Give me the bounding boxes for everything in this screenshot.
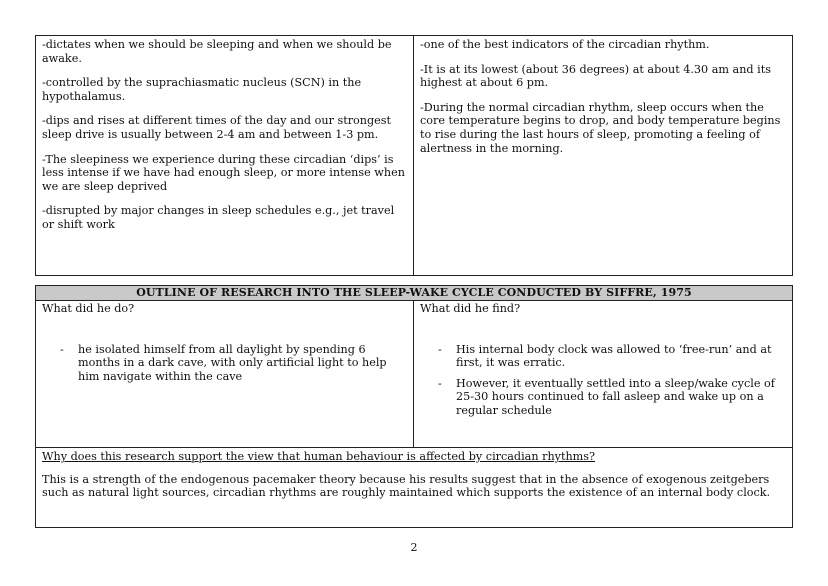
list-item-text: However, it eventually settled into a sleep/wake cycle of 25-30 hours continued to fall asleep and wake up on a regular schedule <box>456 376 775 417</box>
research-heading: OUTLINE OF RESEARCH INTO THE SLEEP-WAKE CYCLE CONDUCTED BY SIFFRE, 1975 <box>36 286 792 301</box>
evaluation-question: Why does this research support the view that human behaviour is affected by circadian rhythms? <box>42 450 596 463</box>
dash-bullet: - <box>438 376 442 390</box>
list-item <box>420 343 786 370</box>
list-item-text: he isolated himself from all daylight by spending 6 months in a dark cave, with only artificial light to help him navigate within the cave <box>78 342 387 383</box>
dash-bullet: - <box>60 342 64 356</box>
body-temperature-cell <box>414 36 792 275</box>
procedure-question: What did he do? <box>42 302 135 315</box>
note-paragraph: -one of the best indicators of the circadian rhythm. <box>420 38 710 51</box>
dash-bullet: - <box>438 342 442 356</box>
note-paragraph: -It is at its lowest (about 36 degrees) at about 4.30 am and its highest at about 6 pm. <box>420 62 771 90</box>
list-item-text: His internal body clock was allowed to ‘free-run’ and at first, it was erratic. <box>456 342 772 370</box>
list-item <box>420 377 786 418</box>
note-paragraph: -disrupted by major changes in sleep schedules e.g., jet travel or shift work <box>42 204 395 231</box>
list-item <box>42 343 407 384</box>
procedure-cell <box>36 301 414 447</box>
sleep-wake-cycle-cell <box>36 36 414 275</box>
note-paragraph: -dips and rises at different times of the day and our strongest sleep drive is usually between 2-4 am and between 1-3 pm. <box>42 114 392 141</box>
procedure-list <box>42 343 407 384</box>
research-findings-row <box>36 301 792 448</box>
circadian-notes-table <box>35 35 793 276</box>
note-paragraph: -The sleepiness we experience during these circadian ‘dips’ is less intense if we have had enough sleep, or more intense when we are sleep deprived <box>42 152 405 193</box>
note-paragraph: -controlled by the suprachiasmatic nucleus (SCN) in the hypothalamus. <box>42 76 362 103</box>
findings-cell <box>414 301 792 447</box>
note-paragraph: -dictates when we should be sleeping and when we should be awake. <box>42 38 392 65</box>
evaluation-cell <box>36 448 792 502</box>
page-number: 2 <box>410 541 418 554</box>
findings-list <box>420 343 786 418</box>
research-table <box>35 285 793 528</box>
findings-question: What did he find? <box>420 302 521 315</box>
evaluation-answer: This is a strength of the endogenous pacemaker theory because his results suggest that in the absence of exogenous zeitgebers such as natural light sources, circadian rhythms are roughly maintained which supports the existence of an internal body clock. <box>42 472 771 500</box>
note-paragraph: -During the normal circadian rhythm, sleep occurs when the core temperature begins to drop, and body temperature begins to rise during the last hours of sleep, promoting a feeling of alertness in the morning. <box>420 100 781 155</box>
